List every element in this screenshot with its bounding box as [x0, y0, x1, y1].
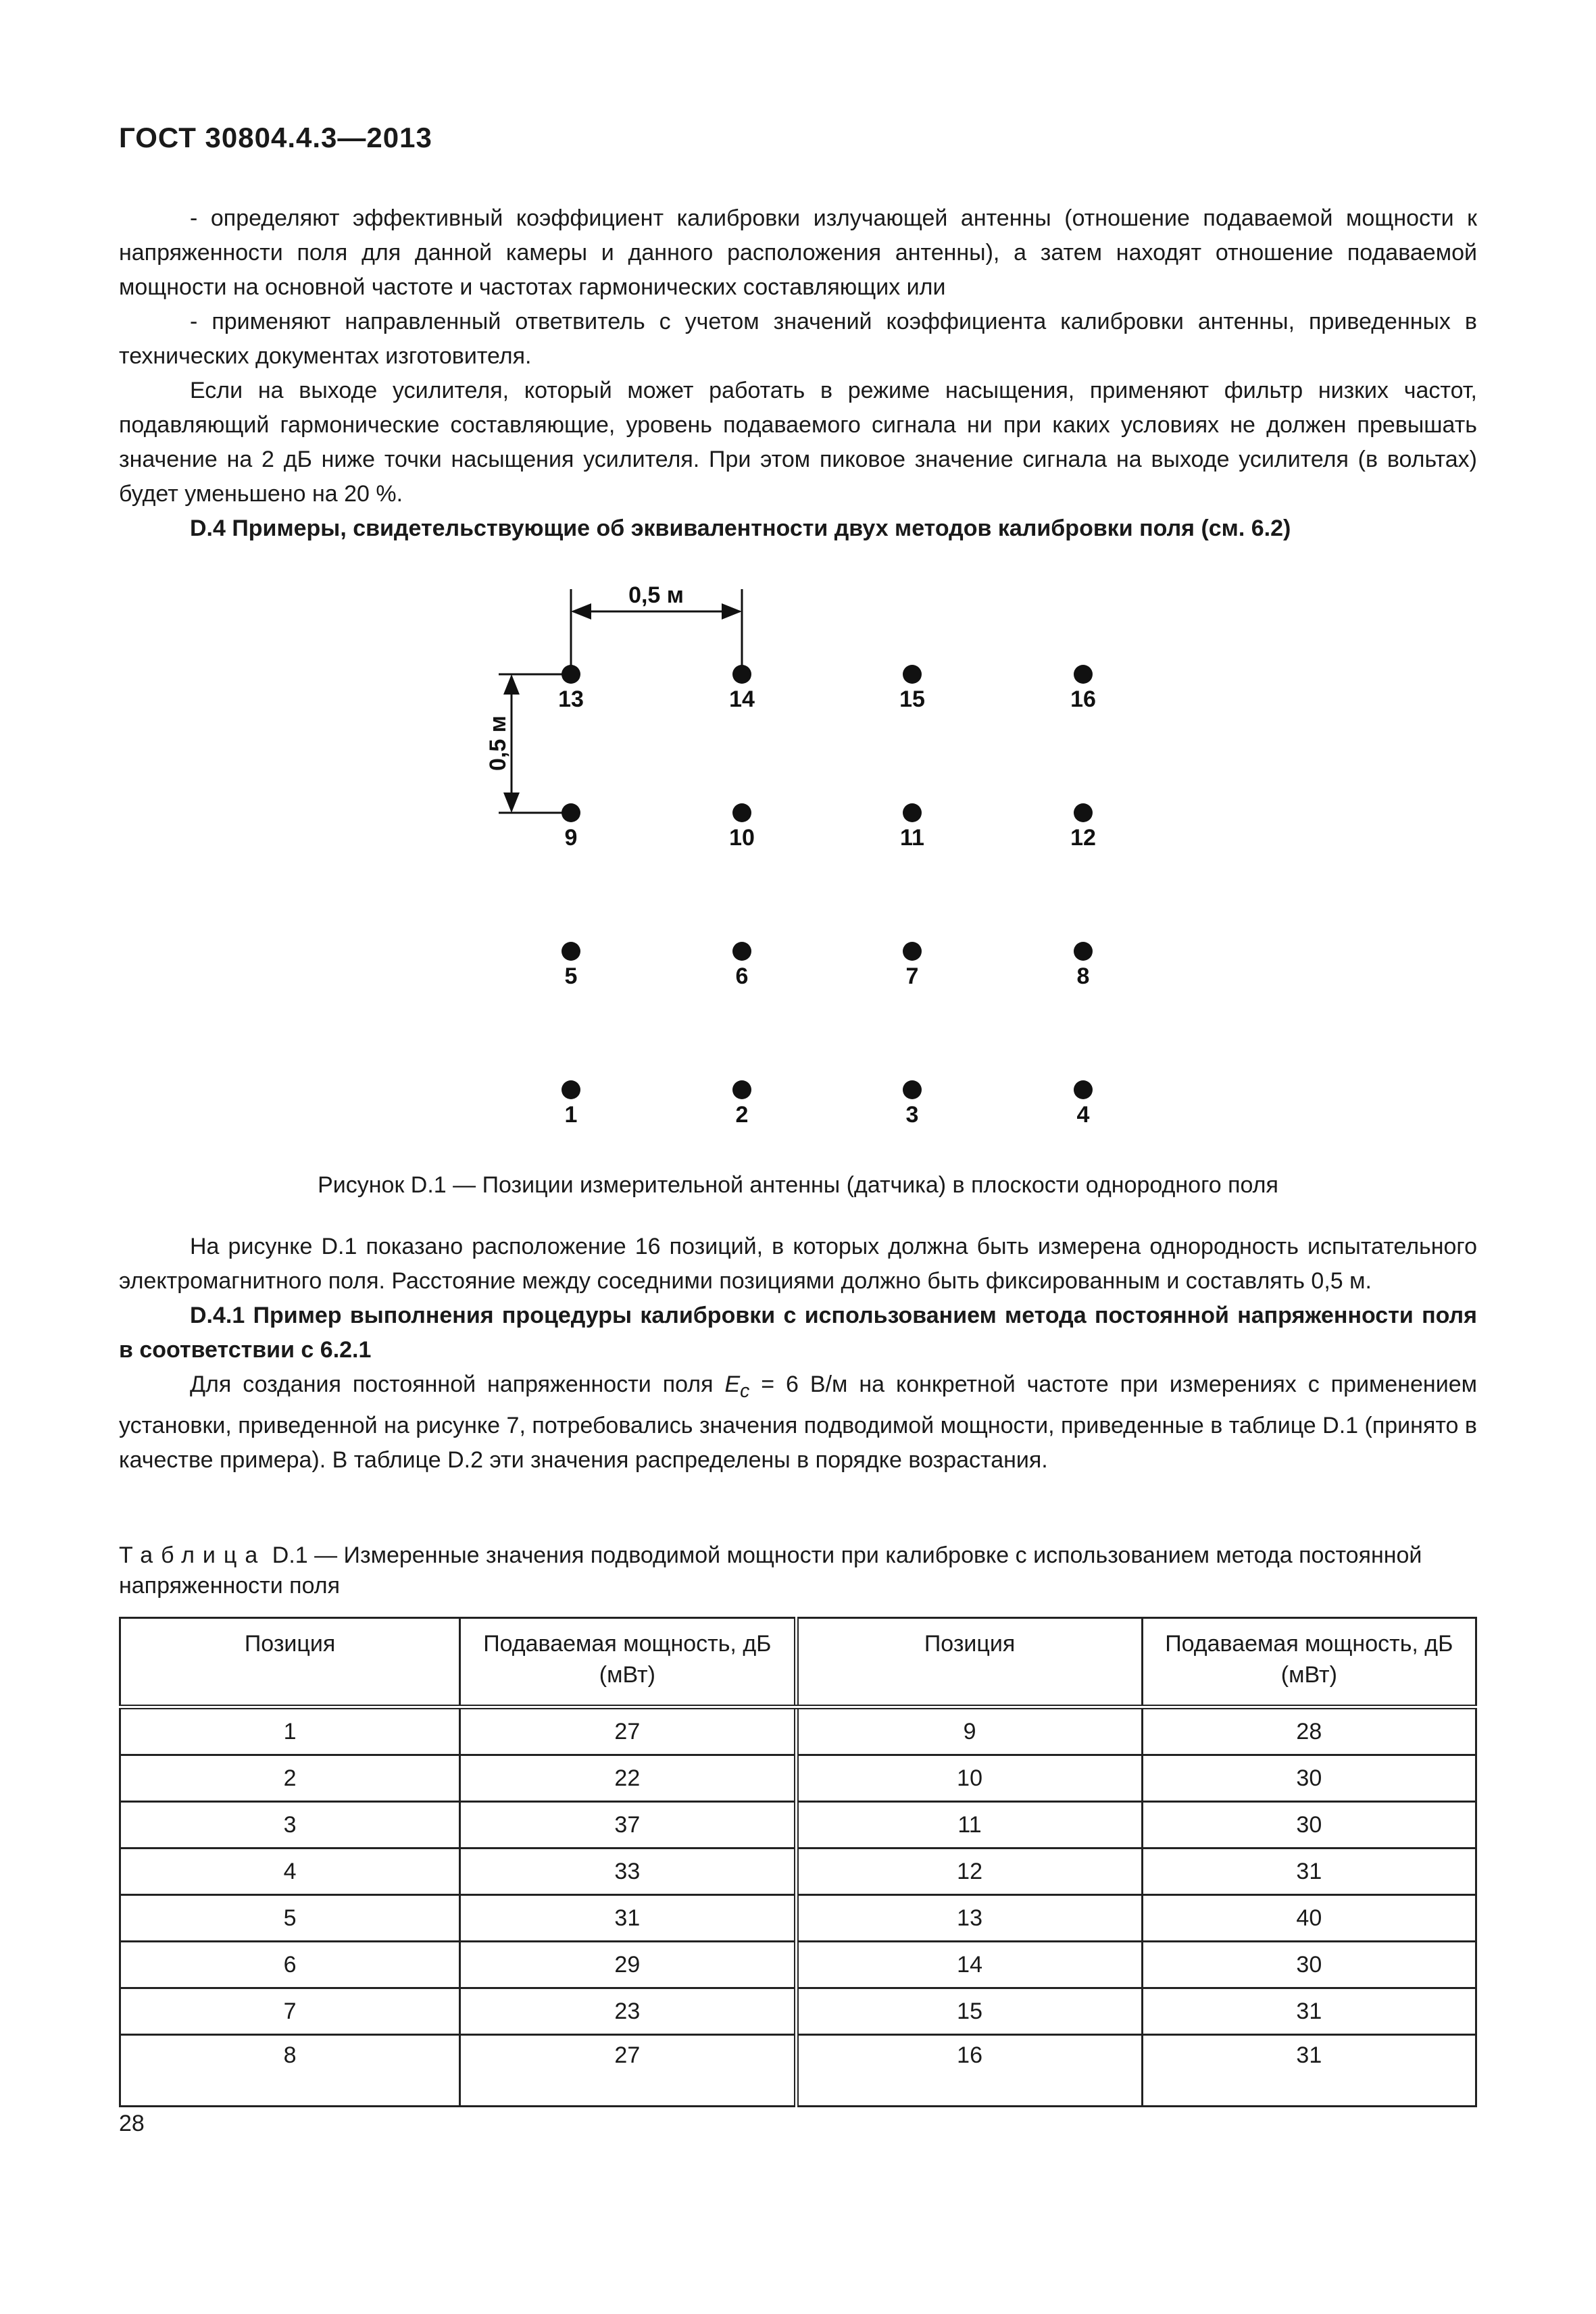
position-15-dot: [903, 665, 922, 684]
table-cell: 5: [120, 1895, 460, 1942]
table-cell: 30: [1142, 1802, 1476, 1848]
table-title: [119, 1540, 1477, 1601]
paragraph-4: На рисунке D.1 показано расположение 16 позиций, в которых должна быть измерена однородность испытательного электромагнитного поля. Расстояние между соседними позициями должно быть фиксированным и составлять 0,5 м.: [119, 1234, 1477, 1294]
table-title-text: D.1 — Измеренные значения подводимой мощности при калибровке с использованием метода постоянной напряженности поля: [119, 1542, 1422, 1599]
table-cell: 22: [460, 1755, 796, 1802]
table-row: [120, 2035, 1476, 2107]
dim-vertical-label: 0,5 м: [485, 715, 511, 771]
table-cell: 33: [460, 1848, 796, 1895]
table-cell: 2: [120, 1755, 460, 1802]
position-14-dot: [732, 665, 751, 684]
table-cell: 31: [1142, 2035, 1476, 2107]
table-row: [120, 1848, 1476, 1895]
position-12-label: 12: [1070, 825, 1096, 851]
table-header-position-1: Позиция: [120, 1618, 460, 1707]
paragraph-3: Если на выходе усилителя, который может работать в режиме насыщения, применяют фильтр низких частот, подавляющий гармонические составляющие, уровень подаваемого сигнала ни при каких условиях не должен превышать значение на 2 дБ ниже точки насыщения усилителя. При этом пиковое значение сигнала на выходе усилителя (в вольтах) будет уменьшено на 20 %.: [119, 378, 1477, 507]
paragraph-1: - определяют эффективный коэффициент калибровки излучающей антенны (отношение подаваемой мощности к напряженности поля для данной камеры и данного расположения антенны), а затем находят отношение подаваемой мощности на основной частоте и частотах гармонических составляющих или: [119, 205, 1477, 300]
table-cell: 16: [796, 2035, 1142, 2107]
position-1-label: 1: [564, 1102, 578, 1128]
table-cell: 15: [796, 1988, 1142, 2035]
measurement-points: [558, 665, 1096, 1128]
table-cell: 31: [460, 1895, 796, 1942]
position-5-dot: [562, 942, 580, 961]
table-row: [120, 1802, 1476, 1848]
dim-horizontal-label: 0,5 м: [628, 582, 684, 608]
position-4-dot: [1074, 1080, 1093, 1099]
standard-header: ГОСТ 30804.4.3—2013: [119, 122, 432, 153]
position-12-dot: [1074, 803, 1093, 822]
position-7-dot: [903, 942, 922, 961]
table-cell: 37: [460, 1802, 796, 1848]
paragraph-2: - применяют направленный ответвитель с учетом значений коэффициента калибровки антенны, приведенных в технических документах изготовителя.: [119, 309, 1477, 369]
position-7-label: 7: [905, 963, 919, 989]
position-2-label: 2: [735, 1102, 749, 1128]
table-cell: 10: [796, 1755, 1142, 1802]
position-16-label: 16: [1070, 686, 1096, 712]
table-cell: 1: [120, 1707, 460, 1755]
table-row: [120, 1942, 1476, 1988]
position-4-label: 4: [1076, 1102, 1090, 1128]
table-title-word: Таблица: [119, 1542, 266, 1568]
position-10-dot: [732, 803, 751, 822]
table-cell: 14: [796, 1942, 1142, 1988]
table-cell: 8: [120, 2035, 460, 2107]
position-9-label: 9: [564, 825, 578, 851]
section-heading-d4: D.4 Примеры, свидетельствующие об эквивалентности двух методов калибровки поля (см. 6.2): [190, 515, 1291, 541]
table-cell: 7: [120, 1988, 460, 2035]
position-2-dot: [732, 1080, 751, 1099]
power-table: [119, 1617, 1477, 2107]
paragraph-list-item: [119, 201, 1477, 546]
table-cell: 30: [1142, 1942, 1476, 1988]
field-symbol: E: [724, 1372, 741, 1397]
position-6-label: 6: [735, 963, 749, 989]
table-row: [120, 1755, 1476, 1802]
table-cell: 13: [796, 1895, 1142, 1942]
table-cell: 6: [120, 1942, 460, 1988]
table-cell: 27: [460, 1707, 796, 1755]
position-11-dot: [903, 803, 922, 822]
table-header-position-2: Позиция: [796, 1618, 1142, 1707]
table-cell: 3: [120, 1802, 460, 1848]
table-cell: 28: [1142, 1707, 1476, 1755]
table-row: [120, 1895, 1476, 1942]
table-cell: 31: [1142, 1848, 1476, 1895]
table-header-power-1: Подаваемая мощность, дБ (мВт): [460, 1618, 796, 1707]
table-header-row: [120, 1618, 1476, 1707]
field-symbol-subscript: c: [740, 1380, 750, 1402]
position-13-label: 13: [558, 686, 584, 712]
paragraph-5-start: Для создания постоянной напряженности поля: [190, 1372, 725, 1397]
position-5-label: 5: [564, 963, 578, 989]
table-row: [120, 1988, 1476, 2035]
position-10-label: 10: [729, 825, 755, 851]
table-cell: 29: [460, 1942, 796, 1988]
position-6-dot: [732, 942, 751, 961]
table-cell: 23: [460, 1988, 796, 2035]
dimension-lines: [485, 582, 742, 813]
position-11-label: 11: [900, 825, 924, 851]
table-cell: 9: [796, 1707, 1142, 1755]
table-header-power-2: Подаваемая мощность, дБ (мВт): [1142, 1618, 1476, 1707]
position-3-label: 3: [905, 1102, 919, 1128]
table-cell: 30: [1142, 1755, 1476, 1802]
paragraph-5: [119, 1367, 1477, 1478]
table-cell: 11: [796, 1802, 1142, 1848]
page-number: 28: [119, 2111, 145, 2136]
position-16-dot: [1074, 665, 1093, 684]
section-heading-d41: D.4.1 Пример выполнения процедуры калибровки с использованием метода постоянной напряженности поля в соответствии с 6.2.1: [119, 1303, 1477, 1363]
text-after-figure: [119, 1230, 1477, 1478]
position-15-label: 15: [899, 686, 925, 712]
table-cell: 40: [1142, 1895, 1476, 1942]
paragraph-5-end: = 6 В/м на конкретной частоте при измерениях с применением установки, приведенной на рисунке 7, потребовались значения подводимой мощности, приведенные в таблице D.1 (принято в качестве примера). В таблице D.2 эти значения распределены в порядке возрастания.: [119, 1372, 1477, 1473]
position-14-label: 14: [729, 686, 755, 712]
position-9-dot: [562, 803, 580, 822]
table-cell: 12: [796, 1848, 1142, 1895]
position-3-dot: [903, 1080, 922, 1099]
figure-caption: Рисунок D.1 — Позиции измерительной антенны (датчика) в плоскости однородного поля: [318, 1172, 1278, 1198]
position-8-dot: [1074, 942, 1093, 961]
position-1-dot: [562, 1080, 580, 1099]
position-8-label: 8: [1076, 963, 1090, 989]
table-row: [120, 1707, 1476, 1755]
table-cell: 31: [1142, 1988, 1476, 2035]
table-cell: 27: [460, 2035, 796, 2107]
position-13-dot: [562, 665, 580, 684]
table-cell: 4: [120, 1848, 460, 1895]
